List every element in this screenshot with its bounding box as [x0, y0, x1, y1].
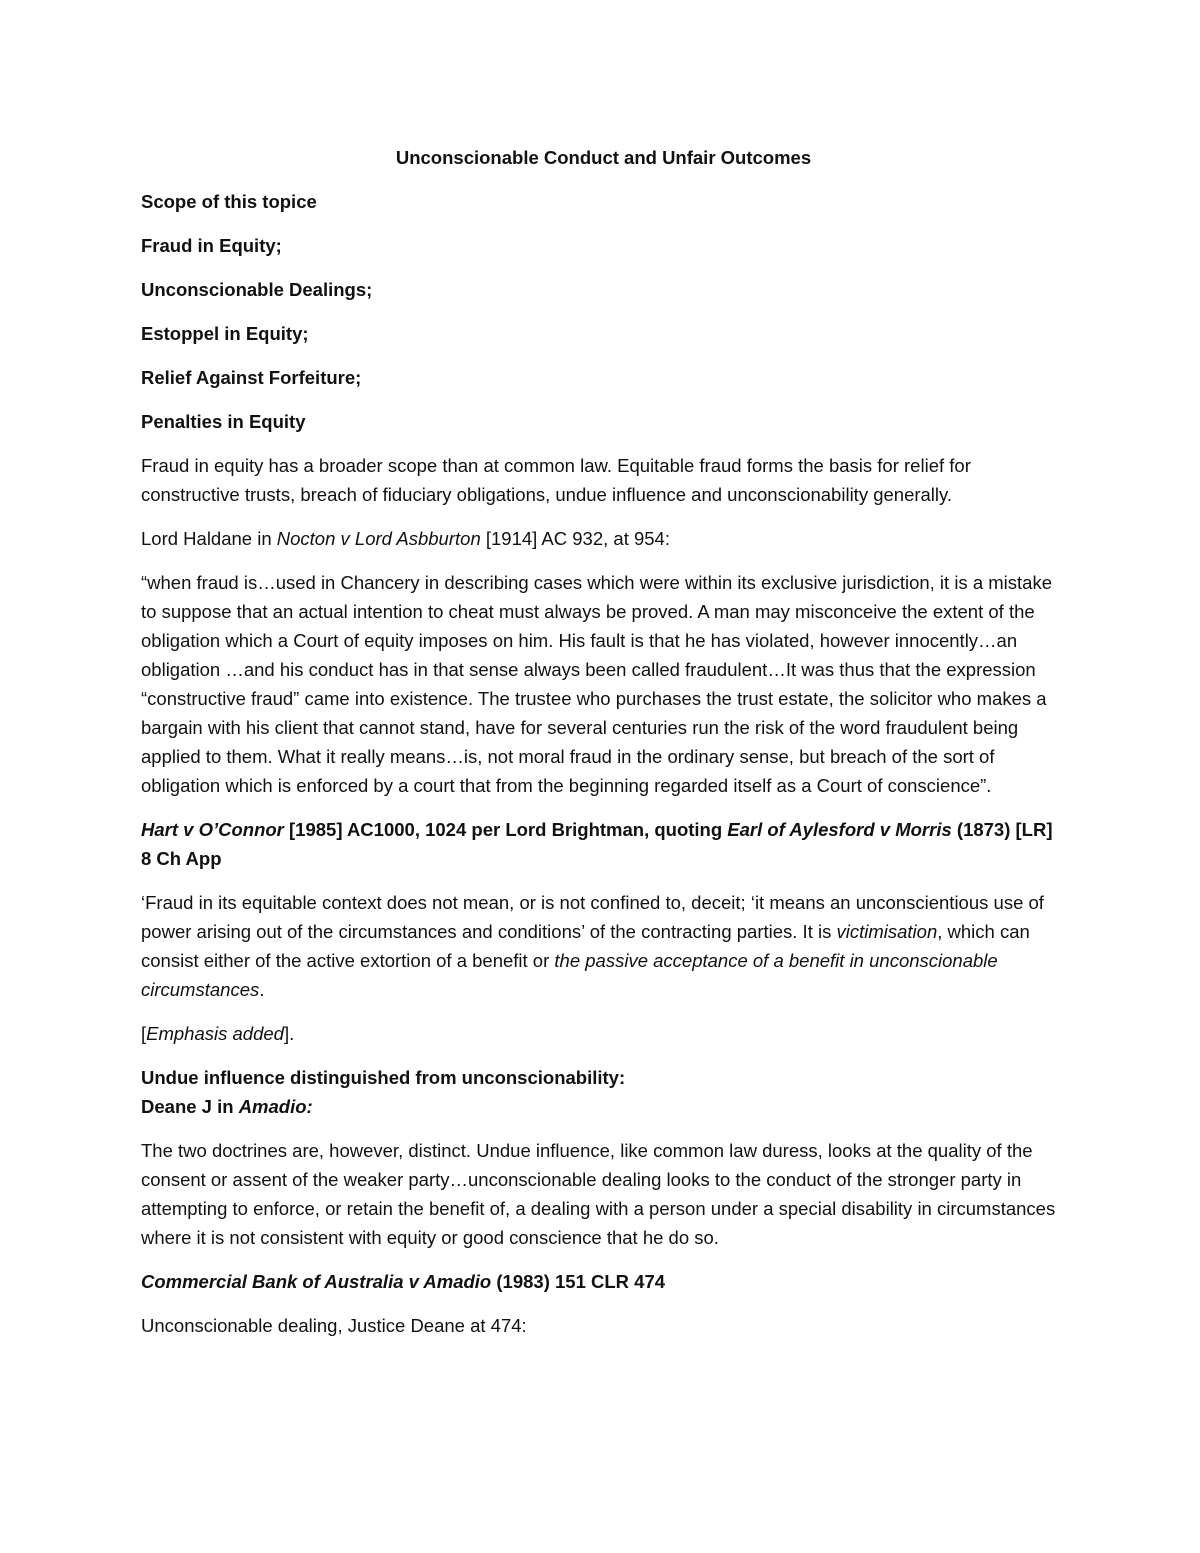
haldane-citation: [141, 524, 1066, 553]
haldane-case-name: Nocton v Lord Asbburton: [276, 528, 481, 549]
document-title: Unconscionable Conduct and Unfair Outcomes: [395, 147, 812, 168]
amadio-citation: [141, 1267, 1066, 1296]
amadio-cite: (1983) 151 CLR 474: [491, 1271, 666, 1292]
hart-case-name: Hart v O’Connor: [141, 819, 284, 840]
hart-citation-end: (1873) [LR] 8 Ch App: [141, 819, 1053, 869]
document-page: [141, 143, 1066, 1355]
undue-heading-block: [141, 1063, 1066, 1121]
emphasis-open: [: [141, 1023, 147, 1044]
scope-heading: Scope of this topice: [141, 191, 317, 212]
hart-quote-part3: .: [259, 979, 265, 1000]
undue-sub-case: Amadio:: [238, 1096, 313, 1117]
amadio-case-name: Commercial Bank of Australia v Amadio: [141, 1271, 492, 1292]
haldane-suffix: [1914] AC 932, at 954:: [480, 528, 670, 549]
undue-heading: Undue influence distinguished from unconscionability:: [141, 1067, 626, 1088]
emphasis-close: ].: [283, 1023, 295, 1044]
hart-quote-italic1: victimisation: [836, 921, 938, 942]
fraud-intro-paragraph: Fraud in equity has a broader scope than at common law. Equitable fraud forms the basis for relief for constructive trusts, breach of fiduciary obligations, undue influence and unconscionability generally.: [141, 455, 971, 505]
hart-quote: [141, 888, 1066, 1004]
aylesford-case-name: Earl of Aylesford v Morris: [727, 819, 952, 840]
amadio-line: Unconscionable dealing, Justice Deane at 474:: [141, 1315, 527, 1336]
emphasis-text: Emphasis added: [146, 1023, 284, 1044]
emphasis-note: [141, 1019, 1066, 1048]
scope-item: Relief Against Forfeiture;: [141, 367, 362, 388]
scope-section: [141, 187, 1066, 436]
hart-citation: [141, 815, 1066, 873]
undue-sub-prefix: Deane J in: [141, 1096, 239, 1117]
hart-quote-italic2: the passive acceptance of a benefit in unconscionable circumstances: [141, 950, 998, 1000]
hart-citation-mid: [1985] AC1000, 1024 per Lord Brightman, quoting: [283, 819, 728, 840]
hart-quote-part2: , which can consist either of the active extortion of a benefit or: [141, 921, 1030, 971]
scope-item: Penalties in Equity: [141, 411, 306, 432]
hart-quote-part1: ‘Fraud in its equitable context does not mean, or is not confined to, deceit; ‘it means an unconscientious use of power arising out of the circumstances and conditions’ of the contracting parties. It is: [141, 892, 1044, 942]
scope-item: Fraud in Equity;: [141, 235, 282, 256]
haldane-prefix: Lord Haldane in: [141, 528, 277, 549]
haldane-quote: “when fraud is…used in Chancery in describing cases which were within its exclusive jurisdiction, it is a mistake to suppose that an actual intention to cheat must always be proved. A man may misconceive the extent of the obligation which a Court of equity imposes on him. His fault is that he has violated, however innocently…an obligation …and his conduct has in that sense always been called fraudulent…It was thus that the expression “constructive fraud” came into existence. The trustee who purchases the trust estate, the solicitor who makes a bargain with his client that cannot stand, have for several centuries run the risk of the word fraudulent being applied to them. What it really means…is, not moral fraud in the ordinary sense, but breach of the sort of obligation which is enforced by a court that from the beginning regarded itself as a Court of conscience”.: [141, 572, 1052, 796]
scope-item: Unconscionable Dealings;: [141, 279, 373, 300]
scope-item: Estoppel in Equity;: [141, 323, 309, 344]
undue-paragraph: The two doctrines are, however, distinct. Undue influence, like common law duress, looks at the quality of the consent or assent of the weaker party…unconscionable dealing looks to the conduct of the stronger party in attempting to enforce, or retain the benefit of, a dealing with a person under a special disability in circumstances where it is not consistent with equity or good conscience that he do so.: [141, 1140, 1056, 1248]
